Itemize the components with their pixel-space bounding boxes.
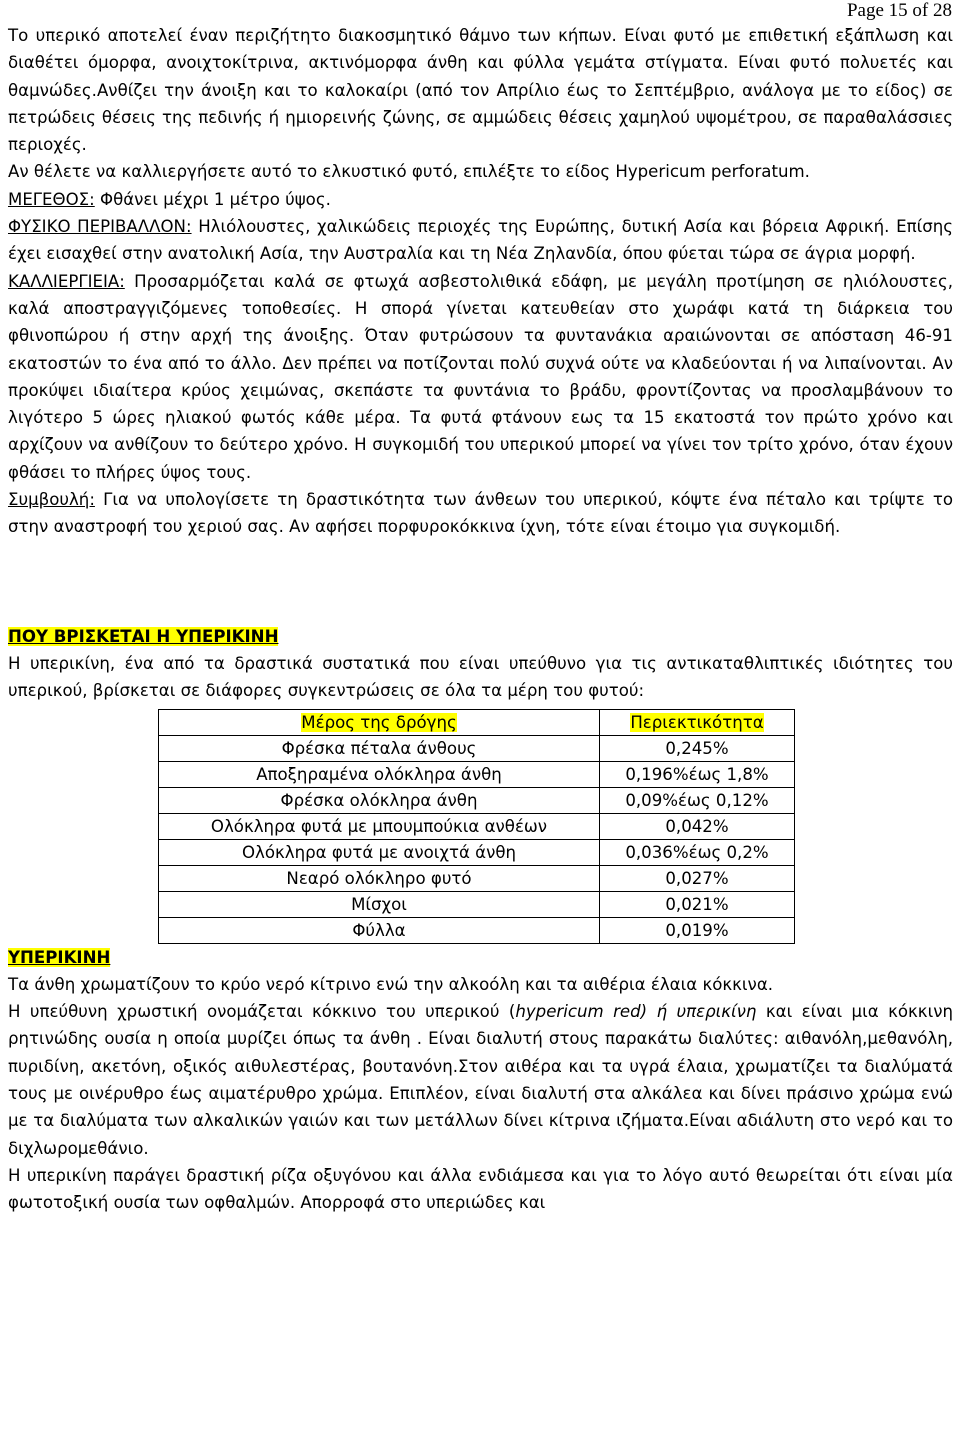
hypericin-heading: ΥΠΕΡΙΚΙΝΗ [8,947,111,967]
size-label: ΜΕΓΕΘΟΣ: [8,189,95,209]
table-row [159,735,795,761]
table-row [159,865,795,891]
where-heading-line [8,623,953,650]
species-paragraph: Αν θέλετε να καλλιεργήσετε αυτό το ελκυστικό φυτό, επιλέξτε το είδος Hypericum perforatum. [8,162,810,182]
table-cell: Μίσχοι [159,891,600,917]
table-row [159,787,795,813]
table-cell: Φύλλα [159,917,600,943]
tip-text: Για να υπολογίσετε τη δραστικότητα των άνθεων του υπερικού, κόψτε ένα πέταλο και τρίψτε το στην αναστροφή του χεριού σας. Αν αφήσει πορφυροκόκκινα ίχνη, τότε είναι έτοιμο για συγκομιδή. [8,490,953,537]
intro-paragraph: Το υπερικό αποτελεί έναν περιζήτητο διακοσμητικό θάμνο των κήπων. Είναι φυτό με επιθετική εξάπλωση και διαθέτει όμορφα, ανοιχτοκίτρινα, ακτινόμορφα άνθη και φύλλα γεμάτα στίγματα. Είναι φυτό πολυετές και θαμνώδες.Ανθίζει την άνοιξη και το καλοκαίρι (από τον Απρίλιο έως το Σεπτέμβριο, ανάλογα με το είδος) σε πετρώδεις θέσεις της πεδινής ή ημιορεινής ζώνης, σε αμμώδεις θέσεις χαμηλού υψομέτρου, σε παραθαλάσσιες περιοχές. [8,26,953,155]
hypericin-paragraph-1: Τα άνθη χρωματίζουν το κρύο νερό κίτρινο ενώ την αλκοόλη και τα αιθέρια έλαια κόκκινα. [8,974,774,994]
hypericin-italic-term: hypericum red) ή υπερικίνη [515,1002,757,1022]
size-paragraph [8,186,953,213]
table-cell: 0,09%έως 0,12% [600,787,795,813]
hypericin-content-table [158,709,795,944]
table-header-cell: Μέρος της δρόγης [159,709,600,735]
hypericin-heading-line [8,944,953,971]
cultivation-label: ΚΑΛΛΙΕΡΓΙΕΙΑ: [8,271,125,291]
table-cell: Φρέσκα ολόκληρα άνθη [159,787,600,813]
table-header-row [159,709,795,735]
table-row [159,917,795,943]
table-cell: Νεαρό ολόκληρο φυτό [159,865,600,891]
table-cell: 0,042% [600,813,795,839]
size-text: Φθάνει μέχρι 1 μέτρο ύψος. [94,189,331,209]
where-paragraph: Η υπερικίνη, ένα από τα δραστικά συστατικά που είναι υπεύθυνο για τις αντικαταθλιπτικές ιδιότητες του υπερικού, βρίσκεται σε διάφορες συγκεντρώσεις σε όλα τα μέρη του φυτού: [8,653,953,701]
table-cell: Αποξηραμένα ολόκληρα άνθη [159,761,600,787]
environment-text: Ηλιόλουστες, χαλικώδεις περιοχές της Ευρώπης, δυτική Ασία και βόρεια Αφρική. Επίσης έχει εισαχθεί στην ανατολική Ασία, την Αυστραλία και τη Νέα Ζηλανδία, όπου φύεται τώρα σε άγρια μορφή. [8,217,953,264]
section-spacer [8,541,953,623]
table-cell: 0,036%έως 0,2% [600,839,795,865]
table-cell: Φρέσκα πέταλα άνθους [159,735,600,761]
table-header-cell: Περιεκτικότητα [600,709,795,735]
page-number: Page 15 of 28 [846,0,952,21]
table-row [159,761,795,787]
tip-label: Συμβουλή: [8,490,95,510]
hypericin-paragraph-3: Η υπερικίνη παράγει δραστική ρίζα οξυγόνου και άλλα ενδιάμεσα και για το λόγο αυτό θεωρείται ότι είναι μία φωτοτοξική ουσία των οφθαλμών. Απορροφά στο υπεριώδες και [8,1165,953,1213]
table-cell: 0,021% [600,891,795,917]
text-run: και είναι μια κόκκινη ρητινώδης ουσία η οποία μυρίζει όπως τα άνθη . Είναι διαλυτή στους παρακάτω διαλύτες: αιθανόλη,μεθανόλη, πυριδίνη, ακετόνη, οξικός αιθυλεστέρας, βουτανόνη.Στον αιθέρα και τα υγρά έλαια, χρωματίζει τα διαλύματά τους με οινέρυθρο έως αιματέρυθρο χρώμα. Επιπλέον, είναι διαλυτή στα αλκάλεα και δίνει πράσινο χρώμα ενώ με τα διαλύματα των αλκαλικών γαιών και των μετάλλων δίνει κίτρινα ιζήματα.Είναι αδιάλυτη στο νερό και το διχλωρομεθάνιο. [8,1002,953,1158]
table-row [159,839,795,865]
table-cell: Ολόκληρα φυτά με μπουμπούκια ανθέων [159,813,600,839]
table-cell: 0,019% [600,917,795,943]
environment-label: ΦΥΣΙΚΟ ΠΕΡΙΒΑΛΛΟΝ: [8,217,192,237]
page-content [8,22,953,1217]
table-cell: 0,245% [600,735,795,761]
cultivation-paragraph [8,268,953,486]
table-row [159,891,795,917]
table-row [159,813,795,839]
table-cell: 0,027% [600,865,795,891]
table-cell: Ολόκληρα φυτά με ανοιχτά άνθη [159,839,600,865]
table-cell: 0,196%έως 1,8% [600,761,795,787]
hypericin-paragraph-2 [8,998,953,1162]
environment-paragraph [8,213,953,268]
tip-paragraph [8,486,953,541]
text-run: Η υπεύθυνη χρωστική ονομάζεται κόκκινο του υπερικού ( [8,1002,516,1022]
cultivation-text: Προσαρμόζεται καλά σε φτωχά ασβεστολιθικά εδάφη, με μεγάλη προτίμηση σε ηλιόλουστες, καλά αποστραγγιζόμενες τοποθεσίες. Η σπορά γίνεται κατευθείαν στο χωράφι κατά τη διάρκεια του φθινοπώρου ή στην αρχή της άνοιξης. Όταν φυτρώσουν τα φυντανάκια αραιώνονται σε απόσταση 46-91 εκατοστών το ένα από το άλλο. Δεν πρέπει να ποτίζονται πολύ συχνά ούτε να κλαδεύονται ή να λιπαίνονται. Αν προκύψει ιδιαίτερα κρύος χειμώνας, σκεπάστε τα φυντάνια το βράδυ, φροντίζοντας να προσλαμβάνουν το λιγότερο 5 ώρες ηλιακού φωτός κάθε μέρα. Τα φυτά φτάνουν εως τα 15 εκατοστά τον πρώτο χρόνο και αρχίζουν να ανθίζουν το δεύτερο χρόνο. Η συγκομιδή του υπερικού μπορεί να γίνει τον τρίτο χρόνο, όταν έχουν φθάσει το πλήρες ύψος τους. [8,271,953,482]
where-heading: ΠΟΥ ΒΡΙΣΚΕΤΑΙ Η ΥΠΕΡΙΚΙΝΗ [8,626,279,646]
